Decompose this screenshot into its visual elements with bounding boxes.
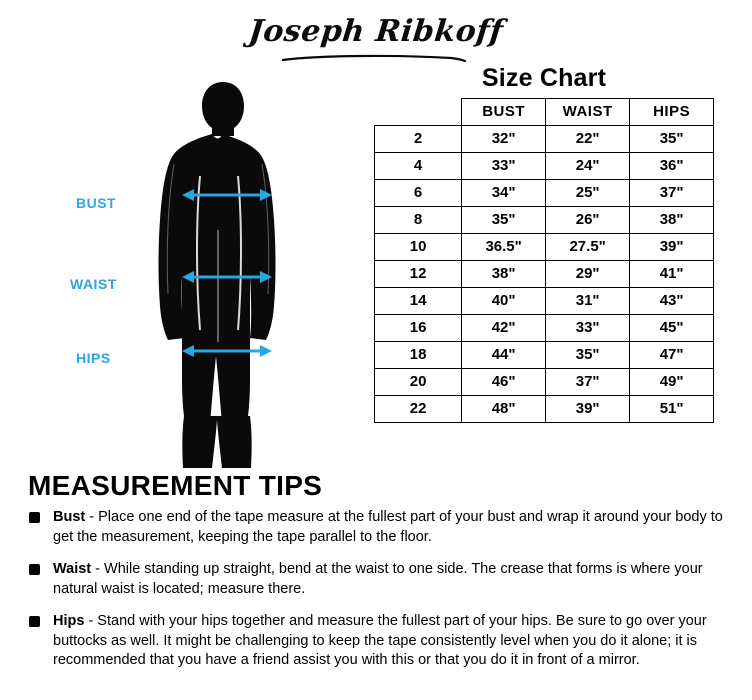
tip-text: - While standing up straight, bend at the waist to one side. The crease that forms is where your natural waist is located; measure there.	[53, 561, 703, 597]
cell-bust: 38"	[462, 261, 546, 288]
table-header-row	[375, 99, 714, 126]
cell-size: 16	[375, 315, 462, 342]
bullet-square-icon	[29, 564, 40, 575]
cell-hips: 43"	[630, 288, 714, 315]
table-row	[375, 315, 714, 342]
bullet-square-icon	[29, 616, 40, 627]
cell-waist: 24"	[546, 153, 630, 180]
brand-logo: Joseph Ribkoff	[246, 14, 505, 49]
table-row	[375, 396, 714, 423]
measurement-figure	[60, 80, 360, 470]
table-row	[375, 261, 714, 288]
measurement-tips-title: MEASUREMENT TIPS	[28, 470, 323, 501]
table-row	[375, 342, 714, 369]
size-chart-table	[374, 98, 714, 423]
cell-bust: 34"	[462, 180, 546, 207]
tip-text: - Place one end of the tape measure at the fullest part of your bust and wrap it around your body to get the measurement, keeping the tape parallel to the floor.	[53, 509, 723, 545]
cell-bust: 46"	[462, 369, 546, 396]
tip-term: Waist	[53, 561, 92, 577]
measurement-tips-list	[28, 508, 728, 684]
tip-term: Bust	[53, 509, 86, 525]
cell-hips: 36"	[630, 153, 714, 180]
table-row	[375, 288, 714, 315]
table-row	[375, 207, 714, 234]
cell-size: 2	[375, 126, 462, 153]
cell-waist: 22"	[546, 126, 630, 153]
cell-waist: 26"	[546, 207, 630, 234]
cell-size: 22	[375, 396, 462, 423]
cell-bust: 44"	[462, 342, 546, 369]
list-item	[28, 612, 728, 671]
cell-hips: 47"	[630, 342, 714, 369]
size-chart-title: Size Chart	[481, 64, 607, 92]
cell-bust: 33"	[462, 153, 546, 180]
cell-size: 8	[375, 207, 462, 234]
tip-text: - Stand with your hips together and measure the fullest part of your hips. Be sure to go over your buttocks as well. It might be challenging to keep the tape consistently level when you do it alone; it is recommended that you have a friend assist you with this or that you do it in front of a mirror.	[53, 613, 707, 668]
column-header-waist: WAIST	[546, 99, 630, 126]
figure-label-waist: WAIST	[70, 276, 117, 292]
cell-bust: 48"	[462, 396, 546, 423]
cell-waist: 39"	[546, 396, 630, 423]
cell-waist: 37"	[546, 369, 630, 396]
cell-hips: 38"	[630, 207, 714, 234]
cell-bust: 42"	[462, 315, 546, 342]
waist-measure-arrow-icon	[182, 270, 272, 289]
column-header-hips: HIPS	[630, 99, 714, 126]
table-row	[375, 180, 714, 207]
cell-waist: 25"	[546, 180, 630, 207]
cell-hips: 35"	[630, 126, 714, 153]
figure-label-hips: HIPS	[76, 350, 111, 366]
table-row	[375, 369, 714, 396]
cell-size: 14	[375, 288, 462, 315]
tip-term: Hips	[53, 613, 85, 629]
cell-waist: 33"	[546, 315, 630, 342]
cell-hips: 41"	[630, 261, 714, 288]
cell-hips: 45"	[630, 315, 714, 342]
table-row	[375, 126, 714, 153]
cell-bust: 36.5"	[462, 234, 546, 261]
cell-bust: 40"	[462, 288, 546, 315]
cell-hips: 49"	[630, 369, 714, 396]
cell-hips: 51"	[630, 396, 714, 423]
cell-bust: 32"	[462, 126, 546, 153]
figure-label-bust: BUST	[76, 195, 117, 211]
cell-waist: 27.5"	[546, 234, 630, 261]
column-header-bust: BUST	[462, 99, 546, 126]
cell-hips: 39"	[630, 234, 714, 261]
column-header-size	[375, 99, 462, 126]
cell-size: 18	[375, 342, 462, 369]
bust-measure-arrow-icon	[182, 188, 272, 207]
cell-size: 10	[375, 234, 462, 261]
cell-size: 20	[375, 369, 462, 396]
brand-underline-flourish	[281, 54, 467, 63]
hips-measure-arrow-icon	[182, 344, 272, 363]
cell-hips: 37"	[630, 180, 714, 207]
cell-size: 6	[375, 180, 462, 207]
cell-size: 12	[375, 261, 462, 288]
table-row	[375, 234, 714, 261]
cell-waist: 35"	[546, 342, 630, 369]
cell-waist: 29"	[546, 261, 630, 288]
cell-bust: 35"	[462, 207, 546, 234]
cell-waist: 31"	[546, 288, 630, 315]
list-item	[28, 560, 728, 599]
cell-size: 4	[375, 153, 462, 180]
table-row	[375, 153, 714, 180]
bullet-square-icon	[29, 512, 40, 523]
list-item	[28, 508, 728, 547]
